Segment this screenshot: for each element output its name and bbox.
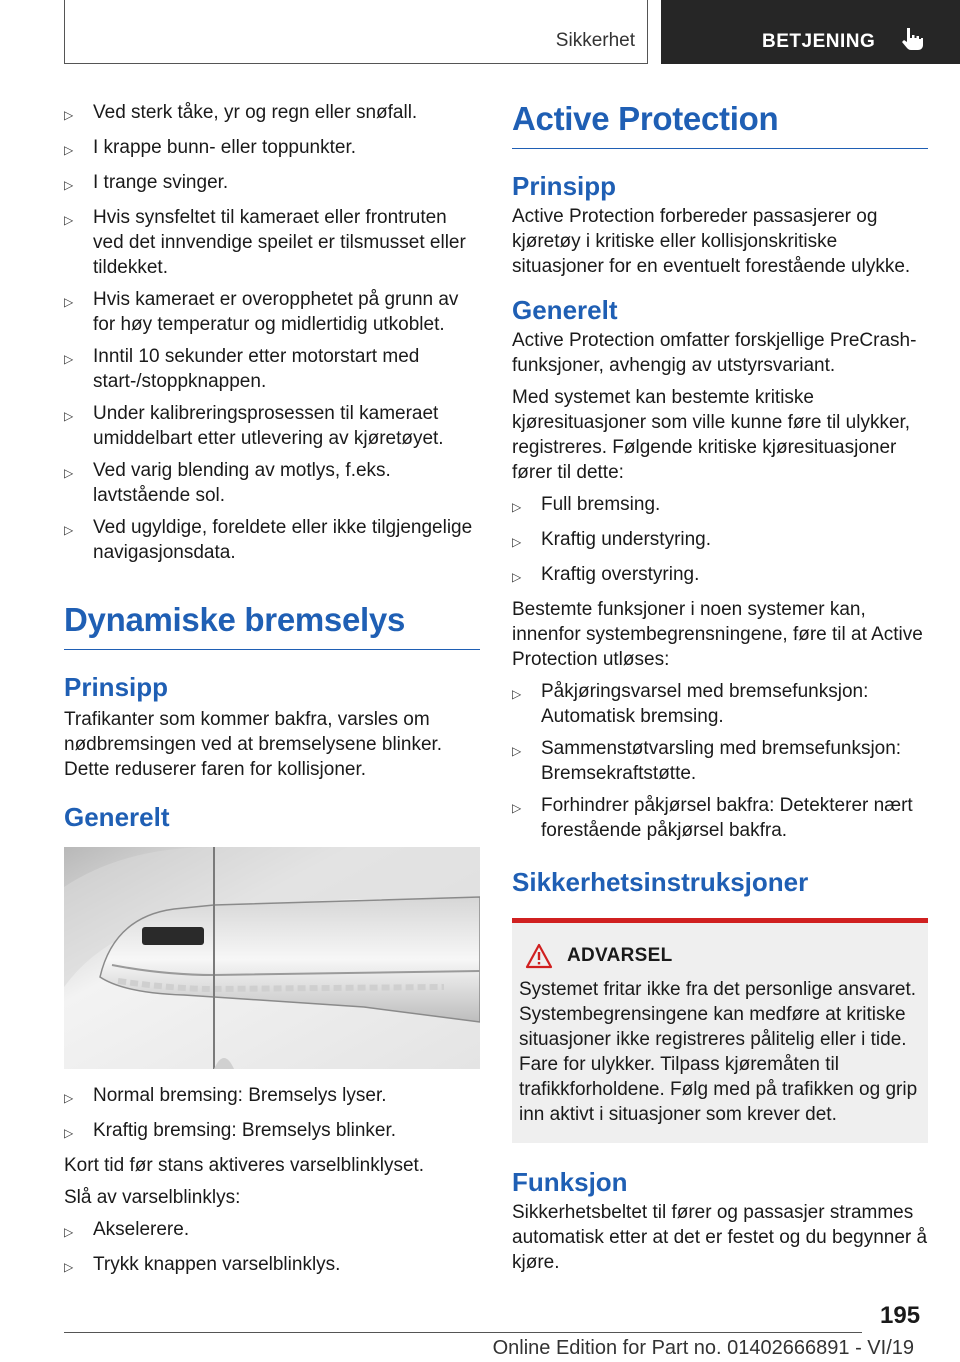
triangle-bullet-icon: ▷	[512, 500, 522, 514]
list-item: ▷ Under kalibreringsprosessen til kameraet umiddelbart etter utlevering av kjøretøyet.	[64, 403, 444, 449]
header-section-title: Sikkerhet	[555, 30, 635, 51]
triangle-bullet-icon: ▷	[64, 108, 74, 122]
footer-divider	[64, 1332, 862, 1333]
page-number: 195	[880, 1302, 921, 1329]
list-item: ▷ Hvis synsfeltet til kameraet eller frontruten ved det innvendige speilet er tilsmusset eller tildekket.	[64, 207, 466, 278]
list-item: ▷ Kraftig bremsing: Bremselys blinker.	[64, 1118, 480, 1146]
warning-triangle-icon	[525, 943, 553, 969]
hand-pointer-icon	[898, 25, 924, 51]
list-item: ▷ Ved ugyldige, foreldete eller ikke tilgjengelige navigasjonsdata.	[64, 517, 473, 563]
triangle-bullet-icon: ▷	[512, 535, 522, 549]
footer-edition: Online Edition for Part no. 01402666891 - VI/19	[492, 1337, 914, 1359]
paragraph: Slå av varselblinklys:	[64, 1187, 241, 1208]
prinsipp-heading: Prinsipp	[512, 171, 617, 201]
section-title-brake-lights: Dynamiske bremselys	[64, 601, 480, 650]
triangle-bullet-icon: ▷	[64, 143, 74, 157]
funksjon-heading: Funksjon	[512, 1167, 628, 1197]
triangle-bullet-icon: ▷	[512, 687, 522, 701]
list-item: ▷ I trange svinger.	[64, 170, 480, 198]
list-item: ▷ Inntil 10 sekunder etter motorstart med start-/stoppknappen.	[64, 346, 420, 392]
right-column	[512, 100, 928, 1282]
paragraph: Kort tid før stans aktiveres varselblinklyset.	[64, 1155, 425, 1176]
brake-light-illustration	[64, 847, 480, 1069]
generelt-heading: Generelt	[512, 295, 618, 325]
triangle-bullet-icon: ▷	[512, 801, 522, 815]
list-item: ▷ Ved sterk tåke, yr og regn eller snøfall.	[64, 100, 480, 128]
list-item: ▷ Kraftig understyring.	[512, 527, 928, 555]
warning-box	[512, 918, 928, 1143]
triangle-bullet-icon: ▷	[64, 409, 74, 423]
triangle-bullet-icon: ▷	[64, 213, 74, 227]
list-item: ▷ Hvis kameraet er overopphetet på grunn av for høy temperatur og midlertidig utkoblet.	[64, 289, 459, 335]
prinsipp-heading: Prinsipp	[64, 672, 169, 702]
list-item: ▷ Ved varig blending av motlys, f.eks. lavtstående sol.	[64, 460, 391, 506]
triangle-bullet-icon: ▷	[64, 523, 74, 537]
triangle-bullet-icon: ▷	[64, 1091, 74, 1105]
triangle-bullet-icon: ▷	[512, 744, 522, 758]
warning-title: ADVARSEL	[567, 945, 673, 966]
list-item: ▷ Full bremsing.	[512, 492, 928, 520]
paragraph: Active Protection omfatter forskjellige PreCrash-funksjoner, avhengig av utstyrsvariant.	[512, 330, 917, 376]
section-title-active-protection: Active Protection	[512, 100, 928, 149]
triangle-bullet-icon: ▷	[512, 570, 522, 584]
triangle-bullet-icon: ▷	[64, 178, 74, 192]
header-chapter-box	[661, 0, 960, 64]
triangle-bullet-icon: ▷	[64, 1260, 74, 1274]
safety-heading: Sikkerhetsinstruksjoner	[512, 867, 809, 897]
triangle-bullet-icon: ▷	[64, 1225, 74, 1239]
prinsipp-text: Trafikanter som kommer bakfra, varsles om nødbremsingen ved at bremselysene blinker. Dette reduserer faren for kollisjoner.	[64, 709, 443, 780]
list-item: ▷ Akselerere.	[64, 1217, 480, 1245]
list-item: ▷ Normal bremsing: Bremselys lyser.	[64, 1083, 480, 1111]
paragraph: Bestemte funksjoner i noen systemer kan, innenfor systembegrensningene, føre til at Active Protection utløses:	[512, 599, 923, 670]
header-section-box	[64, 0, 648, 64]
list-item: ▷ Påkjøringsvarsel med bremsefunksjon: Automatisk bremsing.	[512, 681, 869, 727]
list-item: ▷ Trykk knappen varselblinklys.	[64, 1252, 480, 1280]
prinsipp-text: Active Protection forbereder passasjerer og kjøretøy i kritiske eller kollisjonskritiske situasjoner for en eventuelt forestående ulykke.	[512, 206, 911, 277]
funksjon-text: Sikkerhetsbeltet til fører og passasjer strammes automatisk etter at det er festet og du begynner å kjøre.	[512, 1202, 928, 1273]
triangle-bullet-icon: ▷	[64, 466, 74, 480]
header-chapter-title: BETJENING	[762, 31, 876, 52]
left-column	[64, 100, 480, 1280]
list-item: ▷ Sammenstøtvarsling med bremsefunksjon: Bremsekraftstøtte.	[512, 738, 902, 784]
triangle-bullet-icon: ▷	[64, 295, 74, 309]
warning-text: Systemet fritar ikke fra det personlige ansvaret. Systembegrensingene kan medføre at kritiske situasjoner ikke registreres pålitelig eller i tide. Fare for ulykker. Tilpass kjøremåten til trafikkforholdene. Følg med på trafikken og grip inn aktivt i situasjoner som krever det.	[519, 979, 918, 1125]
list-item: ▷ I krappe bunn- eller toppunkter.	[64, 135, 480, 163]
paragraph: Med systemet kan bestemte kritiske kjøresituasjoner som ville kunne føre til ulykker, registreres. Følgende kritiske kjøresituasjoner fører til dette:	[512, 387, 911, 483]
limits-list	[64, 100, 480, 565]
list-item: ▷ Kraftig overstyring.	[512, 562, 928, 590]
triangle-bullet-icon: ▷	[64, 352, 74, 366]
triangle-bullet-icon: ▷	[64, 1126, 74, 1140]
generelt-heading: Generelt	[64, 802, 170, 832]
list-item: ▷ Forhindrer påkjørsel bakfra: Detekterer nært forestående påkjørsel bakfra.	[512, 795, 913, 841]
